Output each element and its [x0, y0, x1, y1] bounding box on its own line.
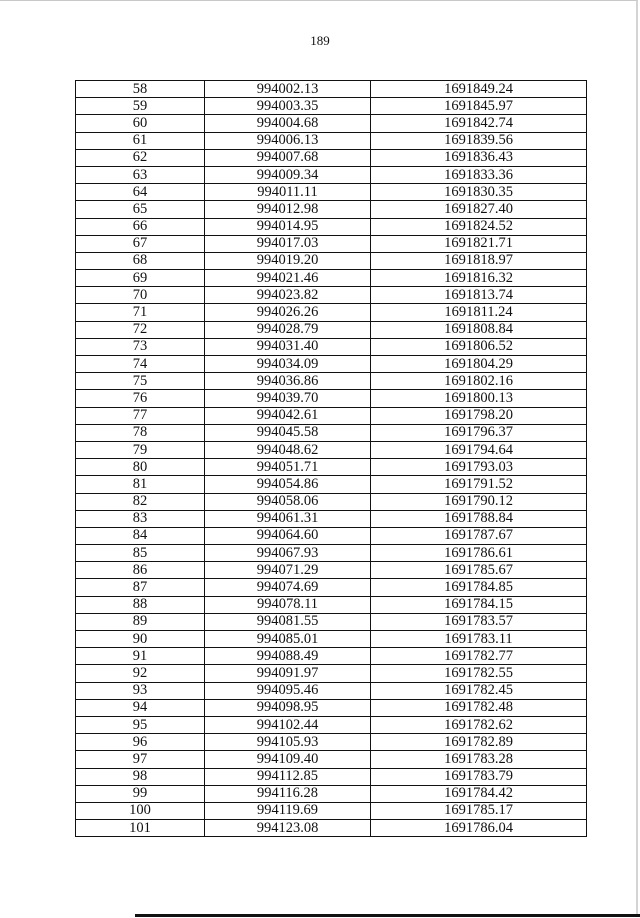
point-number-cell: 59: [76, 98, 205, 115]
table-row: [76, 218, 587, 235]
point-number-cell: 88: [76, 596, 205, 613]
table-row: [76, 356, 587, 373]
table-row: [76, 648, 587, 665]
table-row: [76, 751, 587, 768]
point-number-cell: 65: [76, 201, 205, 218]
y-coordinate-cell: 1691783.79: [371, 768, 587, 785]
y-coordinate-cell: 1691790.12: [371, 493, 587, 510]
x-coordinate-cell: 994119.69: [205, 802, 371, 819]
coordinates-table: [75, 80, 587, 837]
point-number-cell: 82: [76, 493, 205, 510]
x-coordinate-cell: 994045.58: [205, 424, 371, 441]
y-coordinate-cell: 1691808.84: [371, 321, 587, 338]
y-coordinate-cell: 1691784.42: [371, 785, 587, 802]
point-number-cell: 60: [76, 115, 205, 132]
y-coordinate-cell: 1691802.16: [371, 373, 587, 390]
x-coordinate-cell: 994067.93: [205, 545, 371, 562]
x-coordinate-cell: 994007.68: [205, 149, 371, 166]
point-number-cell: 86: [76, 562, 205, 579]
table-row: [76, 270, 587, 287]
table-row: [76, 562, 587, 579]
y-coordinate-cell: 1691786.04: [371, 820, 587, 837]
table-row: [76, 493, 587, 510]
y-coordinate-cell: 1691784.85: [371, 579, 587, 596]
y-coordinate-cell: 1691785.67: [371, 562, 587, 579]
point-number-cell: 96: [76, 734, 205, 751]
x-coordinate-cell: 994102.44: [205, 716, 371, 733]
point-number-cell: 61: [76, 132, 205, 149]
x-coordinate-cell: 994095.46: [205, 682, 371, 699]
y-coordinate-cell: 1691794.64: [371, 441, 587, 458]
table-row: [76, 613, 587, 630]
y-coordinate-cell: 1691796.37: [371, 424, 587, 441]
x-coordinate-cell: 994011.11: [205, 184, 371, 201]
point-number-cell: 76: [76, 390, 205, 407]
x-coordinate-cell: 994085.01: [205, 631, 371, 648]
point-number-cell: 73: [76, 338, 205, 355]
y-coordinate-cell: 1691800.13: [371, 390, 587, 407]
y-coordinate-cell: 1691782.62: [371, 716, 587, 733]
table-row: [76, 802, 587, 819]
y-coordinate-cell: 1691786.61: [371, 545, 587, 562]
point-number-cell: 64: [76, 184, 205, 201]
y-coordinate-cell: 1691782.77: [371, 648, 587, 665]
page-number: 189: [310, 33, 330, 48]
x-coordinate-cell: 994012.98: [205, 201, 371, 218]
point-number-cell: 90: [76, 631, 205, 648]
point-number-cell: 66: [76, 218, 205, 235]
point-number-cell: 71: [76, 304, 205, 321]
point-number-cell: 97: [76, 751, 205, 768]
x-coordinate-cell: 994009.34: [205, 166, 371, 183]
y-coordinate-cell: 1691788.84: [371, 510, 587, 527]
point-number-cell: 72: [76, 321, 205, 338]
y-coordinate-cell: 1691821.71: [371, 235, 587, 252]
y-coordinate-cell: 1691818.97: [371, 252, 587, 269]
x-coordinate-cell: 994116.28: [205, 785, 371, 802]
y-coordinate-cell: 1691833.36: [371, 166, 587, 183]
table-row: [76, 716, 587, 733]
table-row: [76, 682, 587, 699]
table-row: [76, 166, 587, 183]
table-row: [76, 768, 587, 785]
point-number-cell: 85: [76, 545, 205, 562]
table-row: [76, 235, 587, 252]
y-coordinate-cell: 1691793.03: [371, 459, 587, 476]
x-coordinate-cell: 994074.69: [205, 579, 371, 596]
point-number-cell: 80: [76, 459, 205, 476]
table-row: [76, 132, 587, 149]
y-coordinate-cell: 1691836.43: [371, 149, 587, 166]
table-row: [76, 407, 587, 424]
y-coordinate-cell: 1691782.45: [371, 682, 587, 699]
x-coordinate-cell: 994054.86: [205, 476, 371, 493]
y-coordinate-cell: 1691842.74: [371, 115, 587, 132]
point-number-cell: 75: [76, 373, 205, 390]
y-coordinate-cell: 1691830.35: [371, 184, 587, 201]
table-row: [76, 510, 587, 527]
point-number-cell: 63: [76, 166, 205, 183]
point-number-cell: 98: [76, 768, 205, 785]
table-row: [76, 441, 587, 458]
point-number-cell: 62: [76, 149, 205, 166]
point-number-cell: 89: [76, 613, 205, 630]
point-number-cell: 68: [76, 252, 205, 269]
y-coordinate-cell: 1691783.57: [371, 613, 587, 630]
point-number-cell: 70: [76, 287, 205, 304]
point-number-cell: 95: [76, 716, 205, 733]
y-coordinate-cell: 1691782.55: [371, 665, 587, 682]
point-number-cell: 101: [76, 820, 205, 837]
x-coordinate-cell: 994036.86: [205, 373, 371, 390]
table-row: [76, 527, 587, 544]
x-coordinate-cell: 994098.95: [205, 699, 371, 716]
x-coordinate-cell: 994109.40: [205, 751, 371, 768]
y-coordinate-cell: 1691791.52: [371, 476, 587, 493]
table-row: [76, 98, 587, 115]
table-row: [76, 81, 587, 98]
table-row: [76, 476, 587, 493]
table-row: [76, 252, 587, 269]
point-number-cell: 78: [76, 424, 205, 441]
point-number-cell: 100: [76, 802, 205, 819]
y-coordinate-cell: 1691785.17: [371, 802, 587, 819]
table-row: [76, 321, 587, 338]
table-row: [76, 665, 587, 682]
table-row: [76, 287, 587, 304]
table-row: [76, 390, 587, 407]
x-coordinate-cell: 994048.62: [205, 441, 371, 458]
y-coordinate-cell: 1691816.32: [371, 270, 587, 287]
x-coordinate-cell: 994003.35: [205, 98, 371, 115]
bottom-rule: [135, 914, 640, 917]
table-row: [76, 545, 587, 562]
x-coordinate-cell: 994088.49: [205, 648, 371, 665]
x-coordinate-cell: 994023.82: [205, 287, 371, 304]
point-number-cell: 94: [76, 699, 205, 716]
x-coordinate-cell: 994123.08: [205, 820, 371, 837]
y-coordinate-cell: 1691827.40: [371, 201, 587, 218]
x-coordinate-cell: 994058.06: [205, 493, 371, 510]
x-coordinate-cell: 994112.85: [205, 768, 371, 785]
x-coordinate-cell: 994004.68: [205, 115, 371, 132]
point-number-cell: 81: [76, 476, 205, 493]
y-coordinate-cell: 1691804.29: [371, 356, 587, 373]
y-coordinate-cell: 1691784.15: [371, 596, 587, 613]
point-number-cell: 83: [76, 510, 205, 527]
x-coordinate-cell: 994028.79: [205, 321, 371, 338]
point-number-cell: 77: [76, 407, 205, 424]
y-coordinate-cell: 1691782.89: [371, 734, 587, 751]
y-coordinate-cell: 1691783.11: [371, 631, 587, 648]
y-coordinate-cell: 1691839.56: [371, 132, 587, 149]
table-row: [76, 115, 587, 132]
y-coordinate-cell: 1691811.24: [371, 304, 587, 321]
table-row: [76, 631, 587, 648]
x-coordinate-cell: 994064.60: [205, 527, 371, 544]
point-number-cell: 69: [76, 270, 205, 287]
x-coordinate-cell: 994091.97: [205, 665, 371, 682]
table-row: [76, 579, 587, 596]
table-row: [76, 734, 587, 751]
table-row: [76, 304, 587, 321]
x-coordinate-cell: 994042.61: [205, 407, 371, 424]
x-coordinate-cell: 994021.46: [205, 270, 371, 287]
y-coordinate-cell: 1691806.52: [371, 338, 587, 355]
x-coordinate-cell: 994002.13: [205, 81, 371, 98]
table-row: [76, 785, 587, 802]
table-row: [76, 459, 587, 476]
x-coordinate-cell: 994051.71: [205, 459, 371, 476]
x-coordinate-cell: 994031.40: [205, 338, 371, 355]
y-coordinate-cell: 1691782.48: [371, 699, 587, 716]
table-row: [76, 820, 587, 837]
x-coordinate-cell: 994026.26: [205, 304, 371, 321]
table-row: [76, 699, 587, 716]
table-row: [76, 338, 587, 355]
x-coordinate-cell: 994081.55: [205, 613, 371, 630]
y-coordinate-cell: 1691783.28: [371, 751, 587, 768]
y-coordinate-cell: 1691824.52: [371, 218, 587, 235]
point-number-cell: 91: [76, 648, 205, 665]
table-row: [76, 201, 587, 218]
point-number-cell: 84: [76, 527, 205, 544]
x-coordinate-cell: 994039.70: [205, 390, 371, 407]
point-number-cell: 87: [76, 579, 205, 596]
point-number-cell: 93: [76, 682, 205, 699]
x-coordinate-cell: 994017.03: [205, 235, 371, 252]
x-coordinate-cell: 994105.93: [205, 734, 371, 751]
point-number-cell: 79: [76, 441, 205, 458]
coordinates-table-body: [76, 81, 587, 837]
x-coordinate-cell: 994014.95: [205, 218, 371, 235]
point-number-cell: 67: [76, 235, 205, 252]
y-coordinate-cell: 1691845.97: [371, 98, 587, 115]
y-coordinate-cell: 1691849.24: [371, 81, 587, 98]
x-coordinate-cell: 994071.29: [205, 562, 371, 579]
y-coordinate-cell: 1691813.74: [371, 287, 587, 304]
point-number-cell: 99: [76, 785, 205, 802]
table-row: [76, 373, 587, 390]
point-number-cell: 92: [76, 665, 205, 682]
x-coordinate-cell: 994019.20: [205, 252, 371, 269]
point-number-cell: 74: [76, 356, 205, 373]
table-row: [76, 424, 587, 441]
point-number-cell: 58: [76, 81, 205, 98]
table-row: [76, 184, 587, 201]
x-coordinate-cell: 994006.13: [205, 132, 371, 149]
x-coordinate-cell: 994034.09: [205, 356, 371, 373]
y-coordinate-cell: 1691798.20: [371, 407, 587, 424]
x-coordinate-cell: 994078.11: [205, 596, 371, 613]
table-row: [76, 149, 587, 166]
y-coordinate-cell: 1691787.67: [371, 527, 587, 544]
x-coordinate-cell: 994061.31: [205, 510, 371, 527]
table-row: [76, 596, 587, 613]
